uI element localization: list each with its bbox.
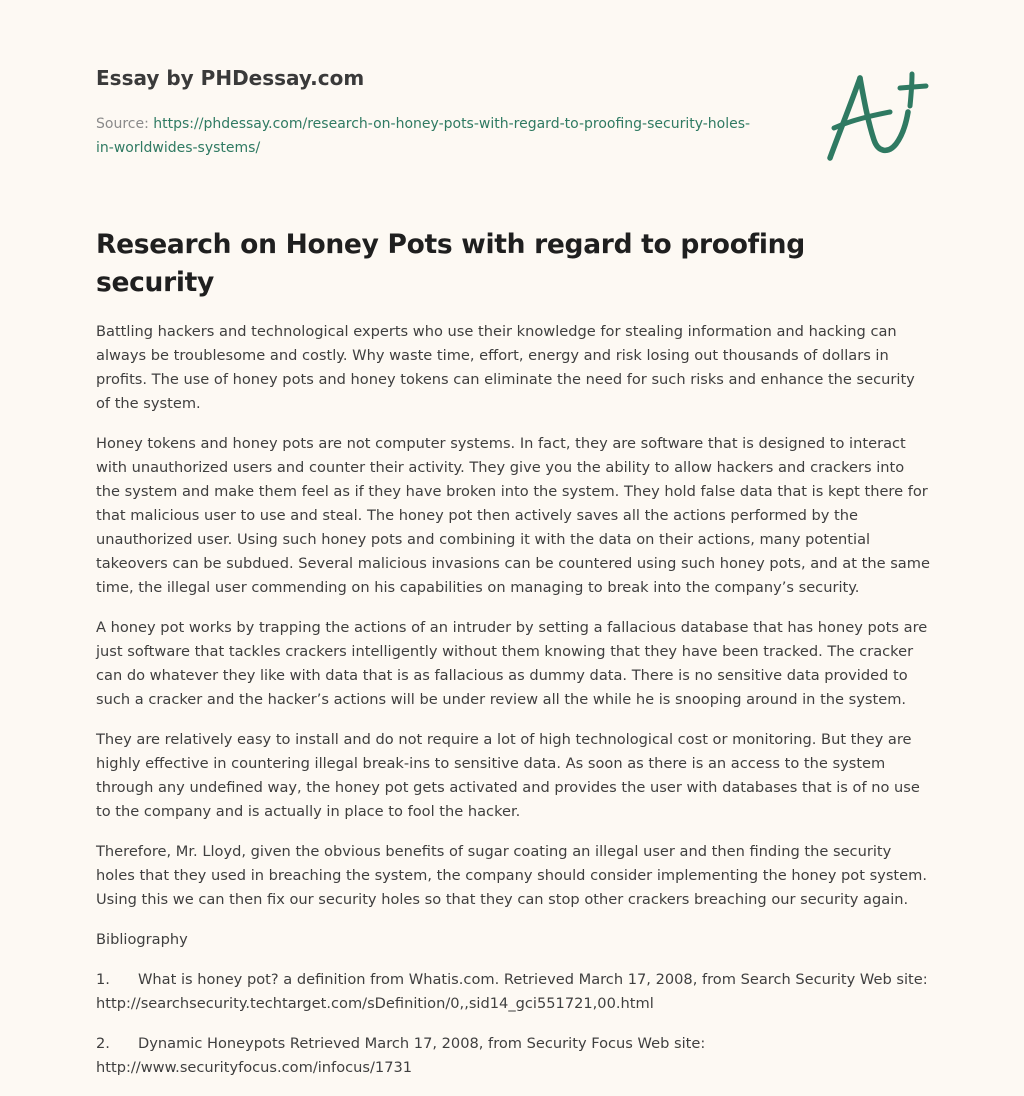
essay-title: Research on Honey Pots with regard to proofing security [96, 229, 805, 298]
bibliography-text: Dynamic Honeypots Retrieved March 17, 2008, from Security Focus Web site: http://www.securityfocus.com/infocus/1731 [96, 1035, 706, 1076]
site-title: Essay by PHDessay.com [96, 66, 365, 90]
source-label: Source: [96, 116, 154, 132]
essay-paragraph: A honey pot works by trapping the actions of an intruder by setting a fallacious database that has honey pots are just software that tackles crackers intelligently without them knowing that they have been tracked. The cracker can do whatever they like with data that is as fallacious as dummy data. There is no sensitive data provided to such a cracker and the hacker’s actions will be under review all the while he is snooping around in the system. [96, 619, 928, 708]
essay-paragraph: Therefore, Mr. Lloyd, given the obvious benefits of sugar coating an illegal user and then finding the security holes that they used in breaching the system, the company should consider implementing the honey pot system. Using this we can then fix our security holes so that they can stop other crackers breaching our security again. [96, 843, 927, 908]
bibliography-heading: Bibliography [96, 931, 188, 948]
bibliography-text: What is honey pot? a definition from Whatis.com. Retrieved March 17, 2008, from Search Security Web site: http://searchsecurity.techtarget.com/sDefinition/0,,sid14_gci551721,00.html [96, 971, 928, 1012]
source-link[interactable]: https://phdessay.com/research-on-honey-pots-with-regard-to-proofing-security-holes-in-worldwides-systems/ [96, 116, 751, 156]
essay-paragraph: They are relatively easy to install and do not require a lot of high technological cost or monitoring. But they are highly effective in countering illegal break-ins to sensitive data. As soon as there is an access to the system through any undefined way, the honey pot gets activated and provides the user with databases that is of no use to the company and is actually in place to fool the hacker. [96, 731, 920, 820]
essay-body [96, 226, 930, 1096]
bibliography-number: 2. [96, 1035, 110, 1052]
bibliography-number: 1. [96, 971, 110, 988]
bibliography-item [96, 1032, 930, 1080]
bibliography-item [96, 968, 930, 1016]
essay-paragraph: Honey tokens and honey pots are not computer systems. In fact, they are software that is designed to interact with unauthorized users and counter their activity. They give you the ability to allow hackers and crackers into the system and make them feel as if they have broken into the system. They hold false data that is kept there for that malicious user to use and steal. The honey pot then actively saves all the actions performed by the unauthorized user. Using such honey pots and combining it with the data on their actions, many potential takeovers can be subdued. Several malicious invasions can be countered using such honey pots, and at the same time, the illegal user commending on his capabilities on managing to break into the company’s security. [96, 435, 930, 596]
essay-paragraph: Battling hackers and technological experts who use their knowledge for stealing information and hacking can always be troublesome and costly. Why waste time, effort, energy and risk losing out thousands of dollars in profits. The use of honey pots and honey tokens can eliminate the need for such risks and enhance the security of the system. [96, 323, 915, 412]
a-plus-grade-logo-icon [818, 66, 930, 164]
source-line [96, 112, 766, 160]
document-header [96, 64, 796, 160]
